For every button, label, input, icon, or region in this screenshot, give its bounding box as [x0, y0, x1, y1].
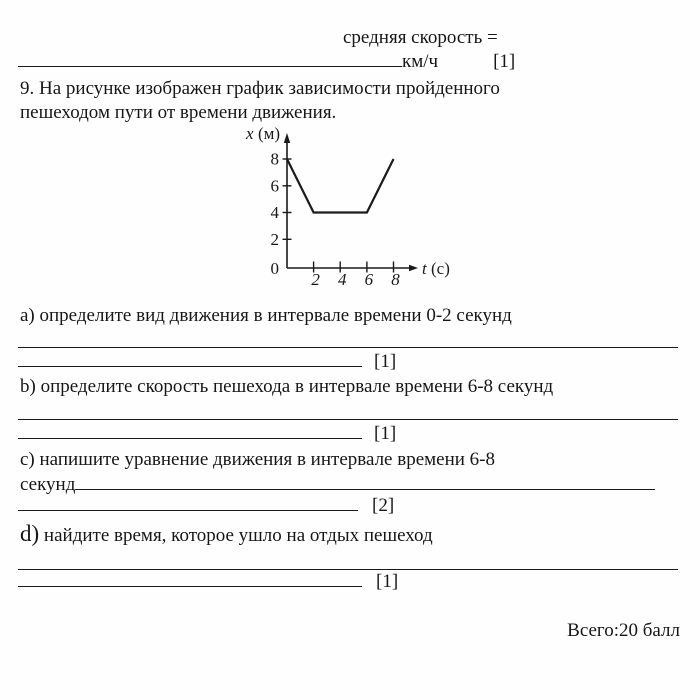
answer-rule-d: [18, 569, 678, 570]
x-axis-label-unit: (с): [431, 259, 450, 278]
y-tick-label: 2: [270, 229, 279, 249]
answer-blank-a: [18, 365, 362, 367]
mark-a: [1]: [374, 351, 397, 372]
mark-c: [2]: [372, 495, 395, 516]
y-axis: [284, 133, 290, 268]
x-tick-label: 4: [337, 270, 347, 289]
answer-row-d: [18, 571, 398, 593]
x-tick-label: 2: [311, 270, 320, 289]
mark-b: [1]: [374, 423, 397, 444]
y-axis-label-variable: x: [246, 124, 254, 143]
answer-row-a: [18, 351, 396, 373]
y-axis-arrow: [284, 133, 290, 143]
section-c-text: [20, 448, 655, 497]
section-d-text: [20, 521, 433, 549]
section-a-question: определите вид движения в интервале времени 0-2 секунд: [39, 305, 512, 326]
section-c-label: c): [20, 449, 35, 470]
question-line-2: пешеходом пути от времени движения.: [20, 102, 337, 123]
answer-blank-d: [18, 585, 362, 587]
section-d-label: d): [20, 521, 40, 546]
avg-speed-answer-row: [18, 51, 515, 73]
y-tick-label: 8: [270, 149, 279, 169]
section-a-text: [20, 304, 512, 329]
x-axis-arrow: [409, 265, 418, 271]
origin-label: 0: [270, 259, 279, 278]
answer-blank-b: [18, 437, 362, 439]
y-axis-label-unit: (м): [258, 124, 281, 143]
total-score: Всего:20 балл: [567, 620, 680, 641]
section-b-question: определите скорость пешехода в интервале времени 6-8 секунд: [40, 376, 554, 397]
distance-time-graph: [225, 118, 477, 290]
y-tick-label: 6: [270, 176, 279, 196]
x-axis-label-variable: t: [422, 259, 427, 278]
section-a-label: a): [20, 305, 35, 326]
section-c-question: напишите уравнение движения в интервале времени 6-8: [39, 449, 496, 470]
answer-rule-b: [18, 419, 678, 420]
answer-row-b: [18, 423, 396, 445]
x-tick-label: 8: [391, 270, 400, 289]
y-ticks: [271, 150, 292, 249]
mark-d: [1]: [376, 571, 399, 592]
section-b-label: b): [20, 376, 36, 397]
answer-row-c: [18, 495, 394, 517]
answer-blank-c: [18, 509, 358, 511]
avg-speed-label: средняя скорость =: [343, 27, 498, 48]
question-line-1: 9. На рисунке изображен график зависимости пройденного: [20, 78, 500, 99]
section-d-question: найдите время, которое ушло на отдых пешеход: [43, 525, 433, 546]
path-time-series-line: [287, 159, 394, 213]
avg-speed-answer-blank: [18, 65, 402, 67]
y-tick-label: 4: [270, 203, 279, 222]
x-ticks: [311, 262, 400, 290]
avg-speed-mark: [1]: [493, 51, 516, 72]
section-b-text: [20, 375, 553, 400]
answer-blank-c-inline: [75, 488, 655, 490]
x-tick-label: 6: [364, 270, 374, 289]
avg-speed-unit: км/ч: [402, 51, 439, 72]
section-c-continuation: секунд: [20, 473, 76, 495]
answer-rule-a: [18, 347, 678, 348]
